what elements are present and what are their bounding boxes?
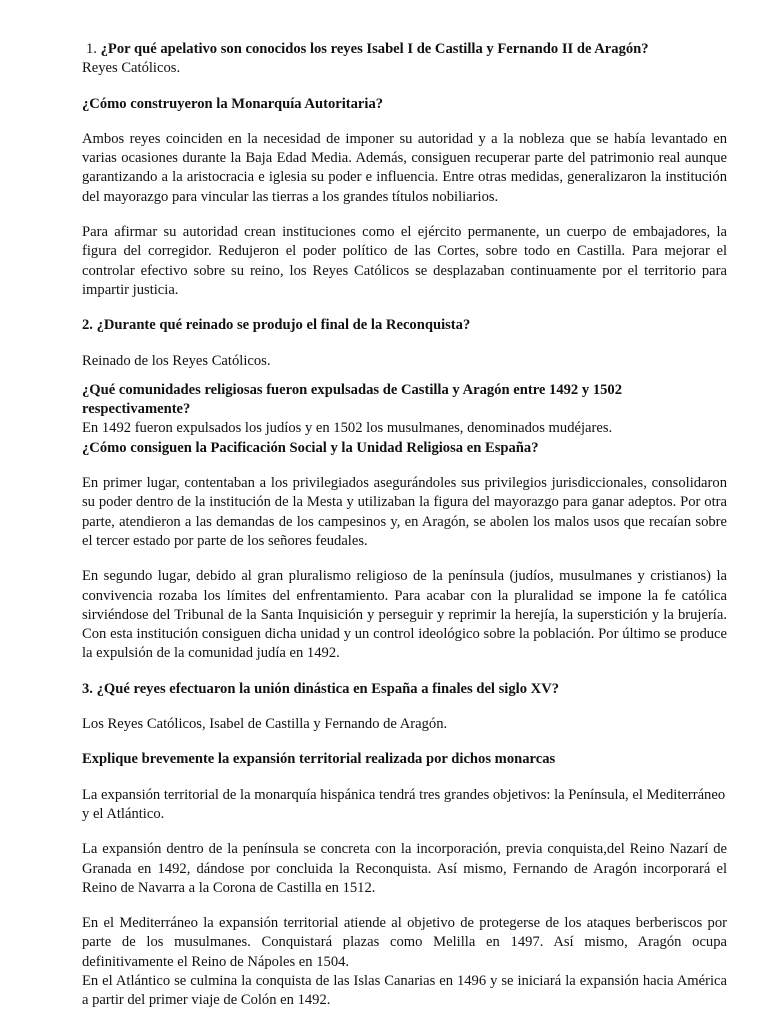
answer-3b-paragraph-2: La expansión dentro de la península se concreta con la incorporación, previa conquista,del Reino Nazarí de Granada en 1492, dándose por concluida la Reconquista. Así mismo, Fernando de Aragón incorporará el Reino de Navarra a la Corona de Castilla en 1512. xyxy=(82,841,727,896)
answer-1b-paragraph-2: Para afirmar su autoridad crean instituciones como el ejército permanente, un cuerpo de embajadores, la figura del corregidor. Redujeron el poder político de las Cortes, sobre todo en Castilla. Para mejorar el controlar efectivo sobre su reino, los Reyes Católicos se desplazaban continuamente por el territorio para impartir justicia. xyxy=(82,224,727,298)
answer-1b-paragraph-1: Ambos reyes coinciden en la necesidad de imponer su autoridad y a la nobleza que se había levantado en varias ocasiones durante la Baja Edad Media. Además, consiguen recuperar parte del patrimonio real aunque garantizando a la aristocracia e iglesia su poder e influencia. Entre otras medidas, generalizaron la institución del mayorazgo para vincular las tierras a los grandes títulos nobiliarios. xyxy=(82,130,727,205)
question-1-text: ¿Por qué apelativo son conocidos los reyes Isabel I de Castilla y Fernando II de Aragón? xyxy=(100,41,649,57)
answer-3b-paragraph-4: En el Atlántico se culmina la conquista de las Islas Canarias en 1496 y se iniciará la expansión hacia América a partir del primer viaje de Colón en 1492. xyxy=(82,972,727,1009)
answer-2c-paragraph-2: En segundo lugar, debido al gran pluralismo religioso de la península (judíos, musulmanes y cristianos) la convivencia rozaba los límites del enfrentamiento. Para acabar con la pluralidad se impone la fe católica sirviéndose del Tribunal de la Santa Inquisición y perseguir y reprimir la herejía, la superstición y la brujería. Con esta institución consiguen dicha unidad y un control ideológico sobre la población. Por último se produce la expulsión de la comunidad judía en 1492. xyxy=(82,568,727,662)
question-1 xyxy=(82,40,727,59)
question-2b: ¿Qué comunidades religiosas fueron expulsadas de Castilla y Aragón entre 1492 y 1502 respectivamente? xyxy=(82,381,623,418)
answer-3b-paragraph-1: La expansión territorial de la monarquía hispánica tendrá tres grandes objetivos: la Península, el Mediterráneo y el Atlántico. xyxy=(82,786,726,822)
answer-3: Los Reyes Católicos, Isabel de Castilla y Fernando de Aragón. xyxy=(82,716,448,733)
answer-2c-paragraph-1: En primer lugar, contentaban a los privilegiados asegurándoles sus privilegios jurisdiccionales, consolidaron su poder dentro de la institución de la Mesta y utilizaban la figura del mayorazgo para ganar adeptos. Por otra parte, atendieron a las demandas de los campesinos y, en Aragón, se abolen los malos usos que recaían sobre el tercer estado por parte de los señores feudales. xyxy=(82,475,727,549)
answer-3b-paragraph-3: En el Mediterráneo la expansión territorial atiende al objetivo de protegerse de los ataques berberiscos por parte de los musulmanes. Conquistará plazas como Melilla en 1497. Así mismo, Aragón ocupa definitivamente el Reino de Nápoles en 1504. xyxy=(82,915,727,970)
answer-2: Reinado de los Reyes Católicos. xyxy=(82,352,271,369)
question-3: 3. ¿Qué reyes efectuaron la unión dinástica en España a finales del siglo XV? xyxy=(82,680,560,697)
question-2c: ¿Cómo consiguen la Pacificación Social y la Unidad Religiosa en España? xyxy=(82,439,539,456)
question-1b: ¿Cómo construyeron la Monarquía Autoritaria? xyxy=(82,95,384,112)
question-2: 2. ¿Durante qué reinado se produjo el final de la Reconquista? xyxy=(82,317,471,334)
question-1-number: 1. xyxy=(86,41,97,57)
question-3b: Explique brevemente la expansión territorial realizada por dichos monarcas xyxy=(82,751,556,768)
answer-2b: En 1492 fueron expulsados los judíos y en 1502 los musulmanes, denominados mudéjares. xyxy=(82,420,613,437)
answer-1: Reyes Católicos. xyxy=(82,60,181,77)
document-page xyxy=(82,40,727,1011)
